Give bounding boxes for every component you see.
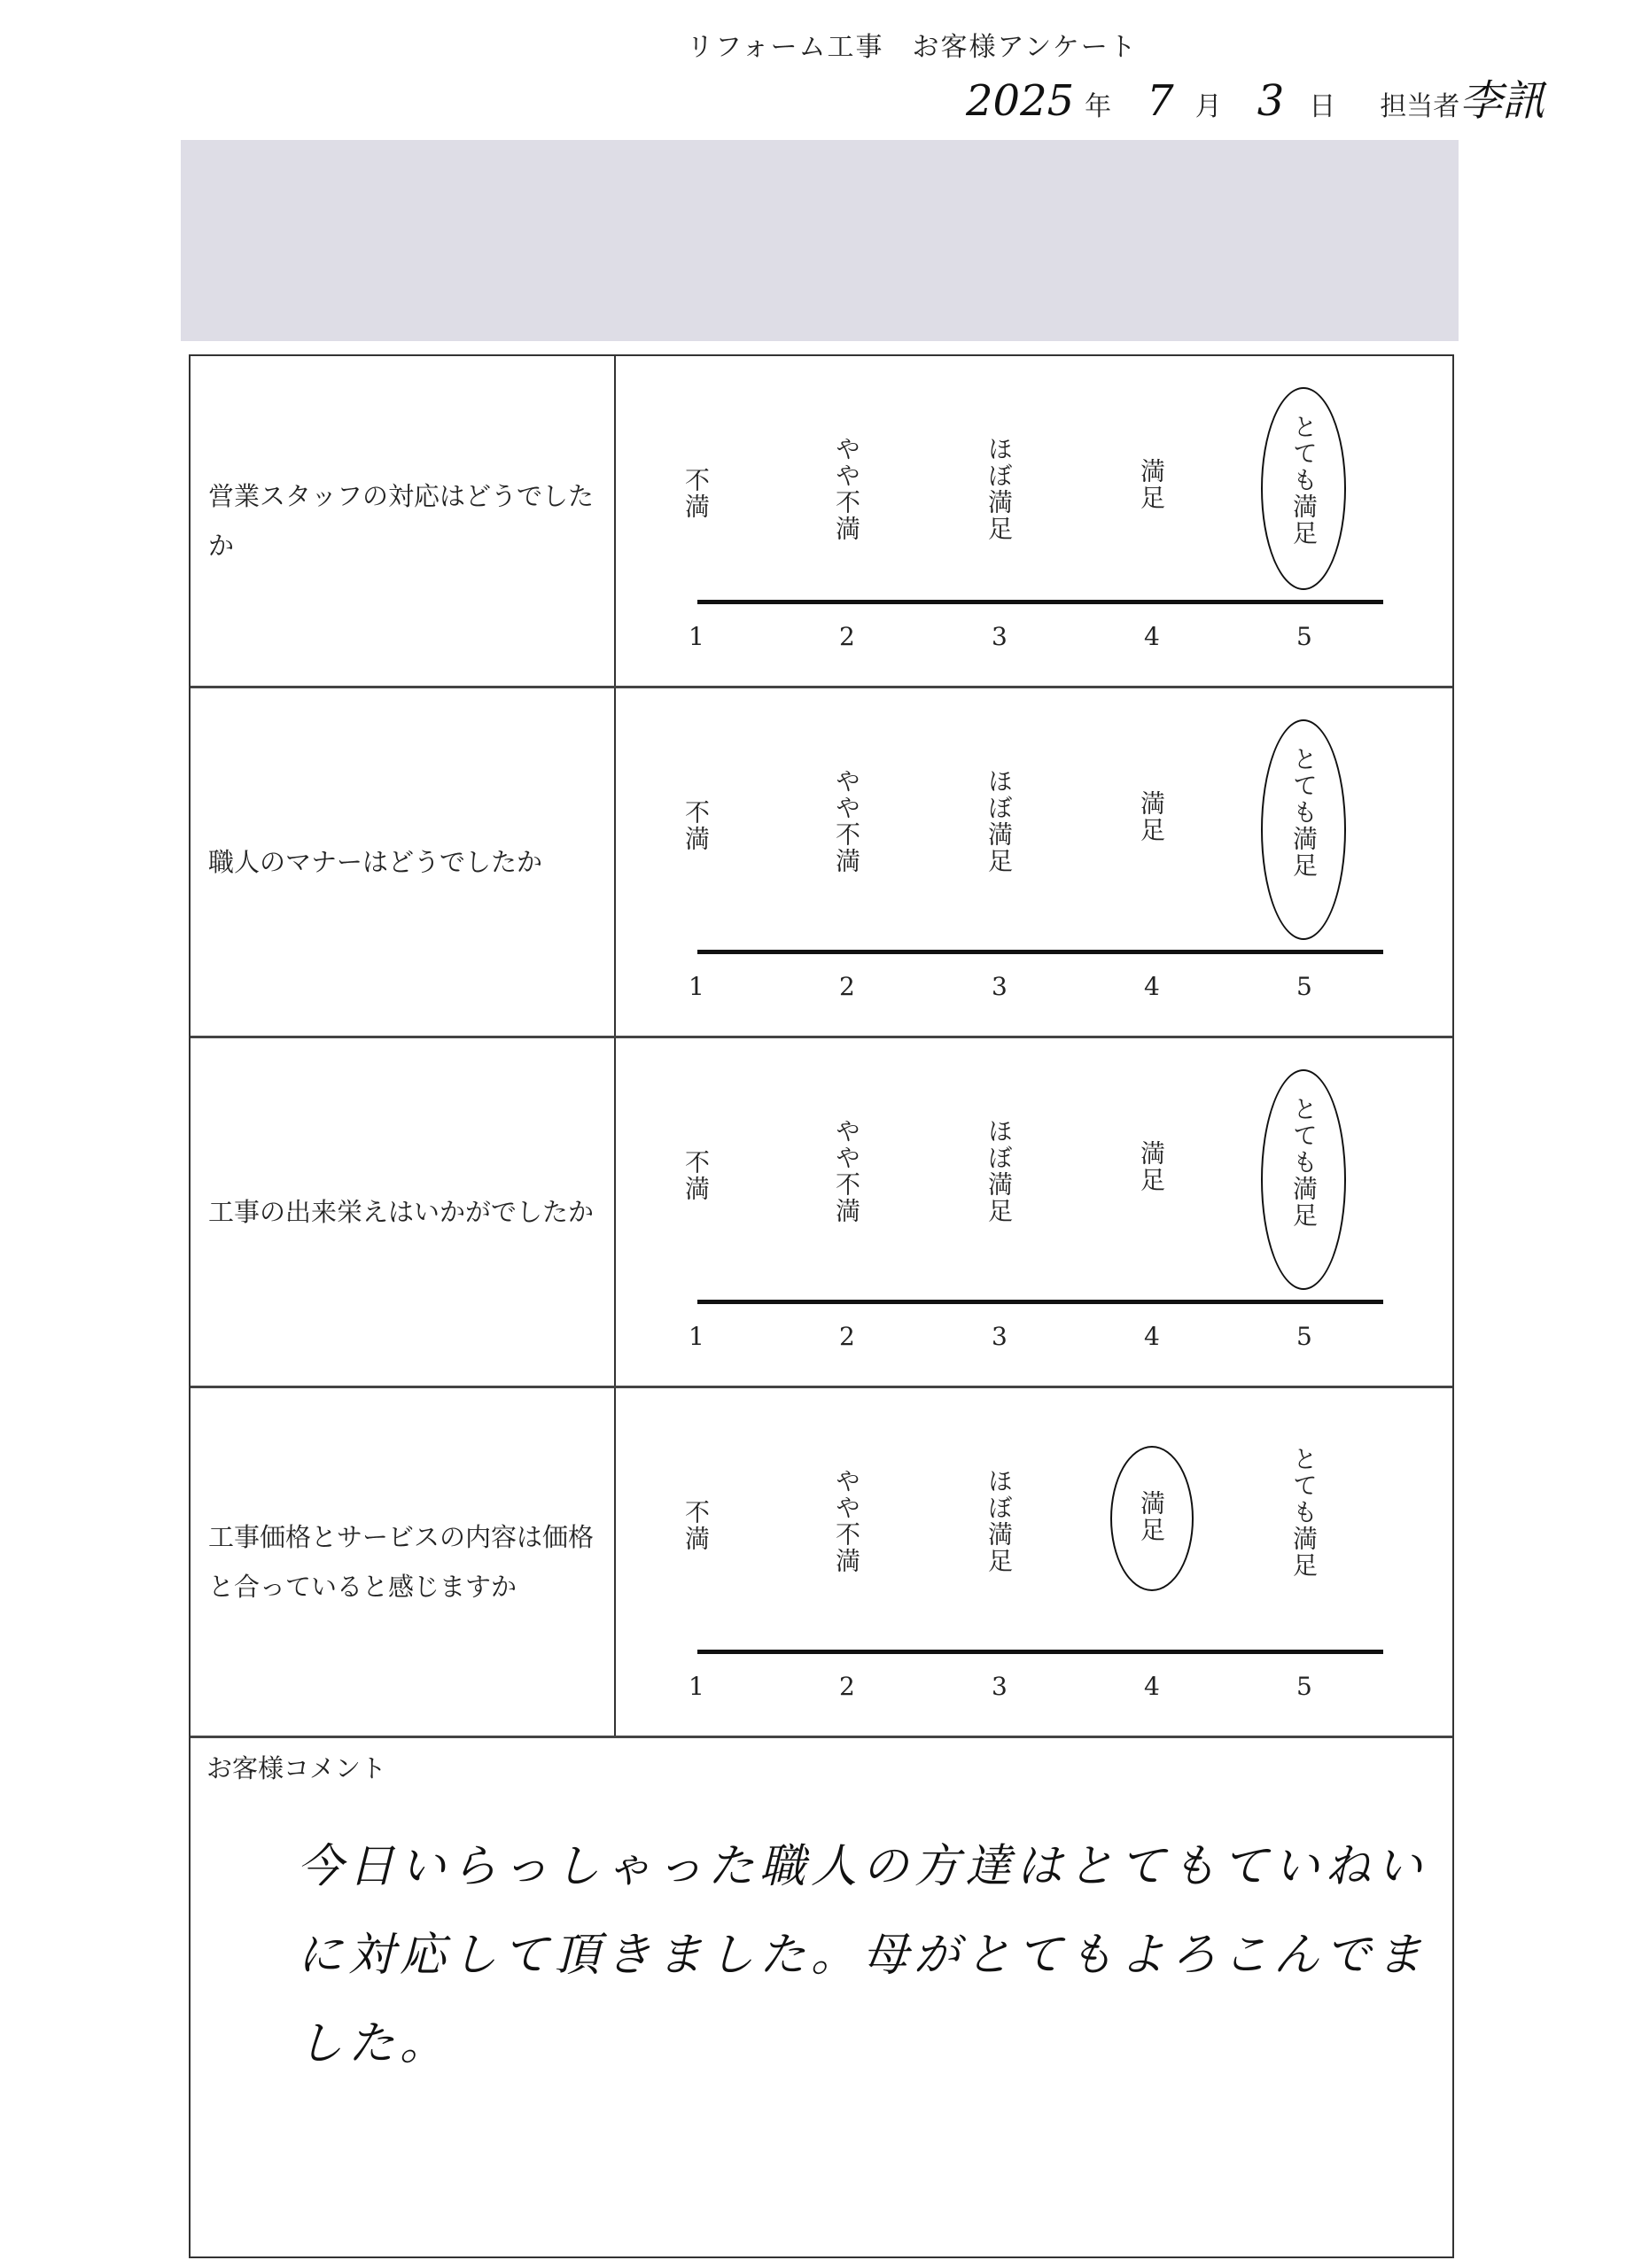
scale-number: 4 bbox=[1144, 972, 1160, 1001]
scale-number: 1 bbox=[689, 972, 704, 1001]
survey-title: リフォーム工事 お客様アンケート bbox=[687, 32, 1138, 63]
scale-line bbox=[697, 1300, 1383, 1304]
scale-number: 2 bbox=[839, 622, 855, 651]
scale-option[interactable]: やや不満 bbox=[832, 1468, 861, 1574]
scale-option[interactable]: とても満足 bbox=[1289, 746, 1319, 879]
scale-option[interactable]: 不満 bbox=[681, 1149, 711, 1202]
scale-option[interactable]: 不満 bbox=[681, 467, 711, 520]
scale-line bbox=[697, 600, 1383, 604]
scale-number: 2 bbox=[839, 1322, 855, 1351]
selection-circle bbox=[1261, 719, 1346, 940]
scale-option[interactable]: 満足 bbox=[1137, 790, 1166, 843]
scale-option[interactable]: 満足 bbox=[1137, 458, 1166, 511]
scale-line bbox=[697, 1650, 1383, 1654]
day-label: 日 bbox=[1309, 91, 1336, 122]
question-row bbox=[191, 1038, 1452, 1388]
selection-circle bbox=[1261, 1069, 1346, 1290]
rating-scale[interactable] bbox=[616, 1038, 1452, 1386]
scale-option[interactable]: やや不満 bbox=[832, 436, 861, 542]
scale-number: 5 bbox=[1296, 1322, 1312, 1351]
date-year: 2025 bbox=[966, 76, 1075, 126]
question-text: 工事の出来栄えはいかがでしたか bbox=[191, 1038, 616, 1386]
scale-option[interactable]: ほぼ満足 bbox=[984, 768, 1014, 874]
scale-line bbox=[697, 950, 1383, 954]
scale-option[interactable]: とても満足 bbox=[1289, 1096, 1319, 1229]
selection-circle bbox=[1110, 1446, 1194, 1591]
scale-option[interactable]: 不満 bbox=[681, 1499, 711, 1552]
scale-number: 1 bbox=[689, 1322, 704, 1351]
scale-number: 1 bbox=[689, 1672, 704, 1701]
question-text: 工事価格とサービスの内容は価格と合っていると感じますか bbox=[191, 1388, 616, 1736]
comment-label: お客様コメント bbox=[206, 1753, 387, 1783]
staff-signature: 李訊 bbox=[1459, 76, 1545, 126]
selection-circle bbox=[1261, 387, 1346, 590]
rating-scale[interactable] bbox=[616, 688, 1452, 1036]
scale-number: 5 bbox=[1296, 622, 1312, 651]
comment-section bbox=[191, 1738, 1452, 2256]
scale-number: 5 bbox=[1296, 1672, 1312, 1701]
scale-option[interactable]: やや不満 bbox=[832, 768, 861, 874]
scale-option[interactable]: ほぼ満足 bbox=[984, 436, 1014, 542]
rating-scale[interactable] bbox=[616, 1388, 1452, 1736]
scale-number: 4 bbox=[1144, 1672, 1160, 1701]
scale-number: 5 bbox=[1296, 972, 1312, 1001]
scale-number: 2 bbox=[839, 1672, 855, 1701]
scale-option[interactable]: ほぼ満足 bbox=[984, 1468, 1014, 1574]
question-row bbox=[191, 1388, 1452, 1738]
question-row bbox=[191, 356, 1452, 688]
question-text: 営業スタッフの対応はどうでしたか bbox=[191, 356, 616, 686]
question-row bbox=[191, 688, 1452, 1038]
comment-text[interactable]: 今日いらっしゃった職人の方達はとてもていねいに対応して頂きました。母がとてもよろこんでました。 bbox=[297, 1840, 1428, 2070]
question-text: 職人のマナーはどうでしたか bbox=[191, 688, 616, 1036]
month-label: 月 bbox=[1194, 91, 1222, 122]
scale-option[interactable]: とても満足 bbox=[1289, 414, 1319, 547]
scale-number: 3 bbox=[992, 622, 1008, 651]
date-day: 3 bbox=[1257, 76, 1285, 126]
scale-number: 2 bbox=[839, 972, 855, 1001]
scale-option[interactable]: 不満 bbox=[681, 799, 711, 852]
scale-number: 4 bbox=[1144, 1322, 1160, 1351]
scale-number: 3 bbox=[992, 972, 1008, 1001]
scale-option[interactable]: 満足 bbox=[1137, 1140, 1166, 1193]
scale-number: 3 bbox=[992, 1672, 1008, 1701]
redacted-customer-info bbox=[181, 140, 1459, 341]
survey-table bbox=[189, 354, 1454, 2258]
scale-option[interactable]: ほぼ満足 bbox=[984, 1118, 1014, 1224]
year-label: 年 bbox=[1085, 91, 1112, 122]
rating-scale[interactable] bbox=[616, 356, 1452, 686]
scale-option[interactable]: 満足 bbox=[1137, 1490, 1166, 1543]
date-line bbox=[966, 66, 1545, 128]
scale-option[interactable]: やや不満 bbox=[832, 1118, 861, 1224]
scale-number: 4 bbox=[1144, 622, 1160, 651]
scale-number: 3 bbox=[992, 1322, 1008, 1351]
date-month: 7 bbox=[1147, 76, 1174, 126]
staff-label: 担当者 bbox=[1380, 91, 1460, 122]
scale-option[interactable]: とても満足 bbox=[1289, 1446, 1319, 1579]
scale-number: 1 bbox=[689, 622, 704, 651]
